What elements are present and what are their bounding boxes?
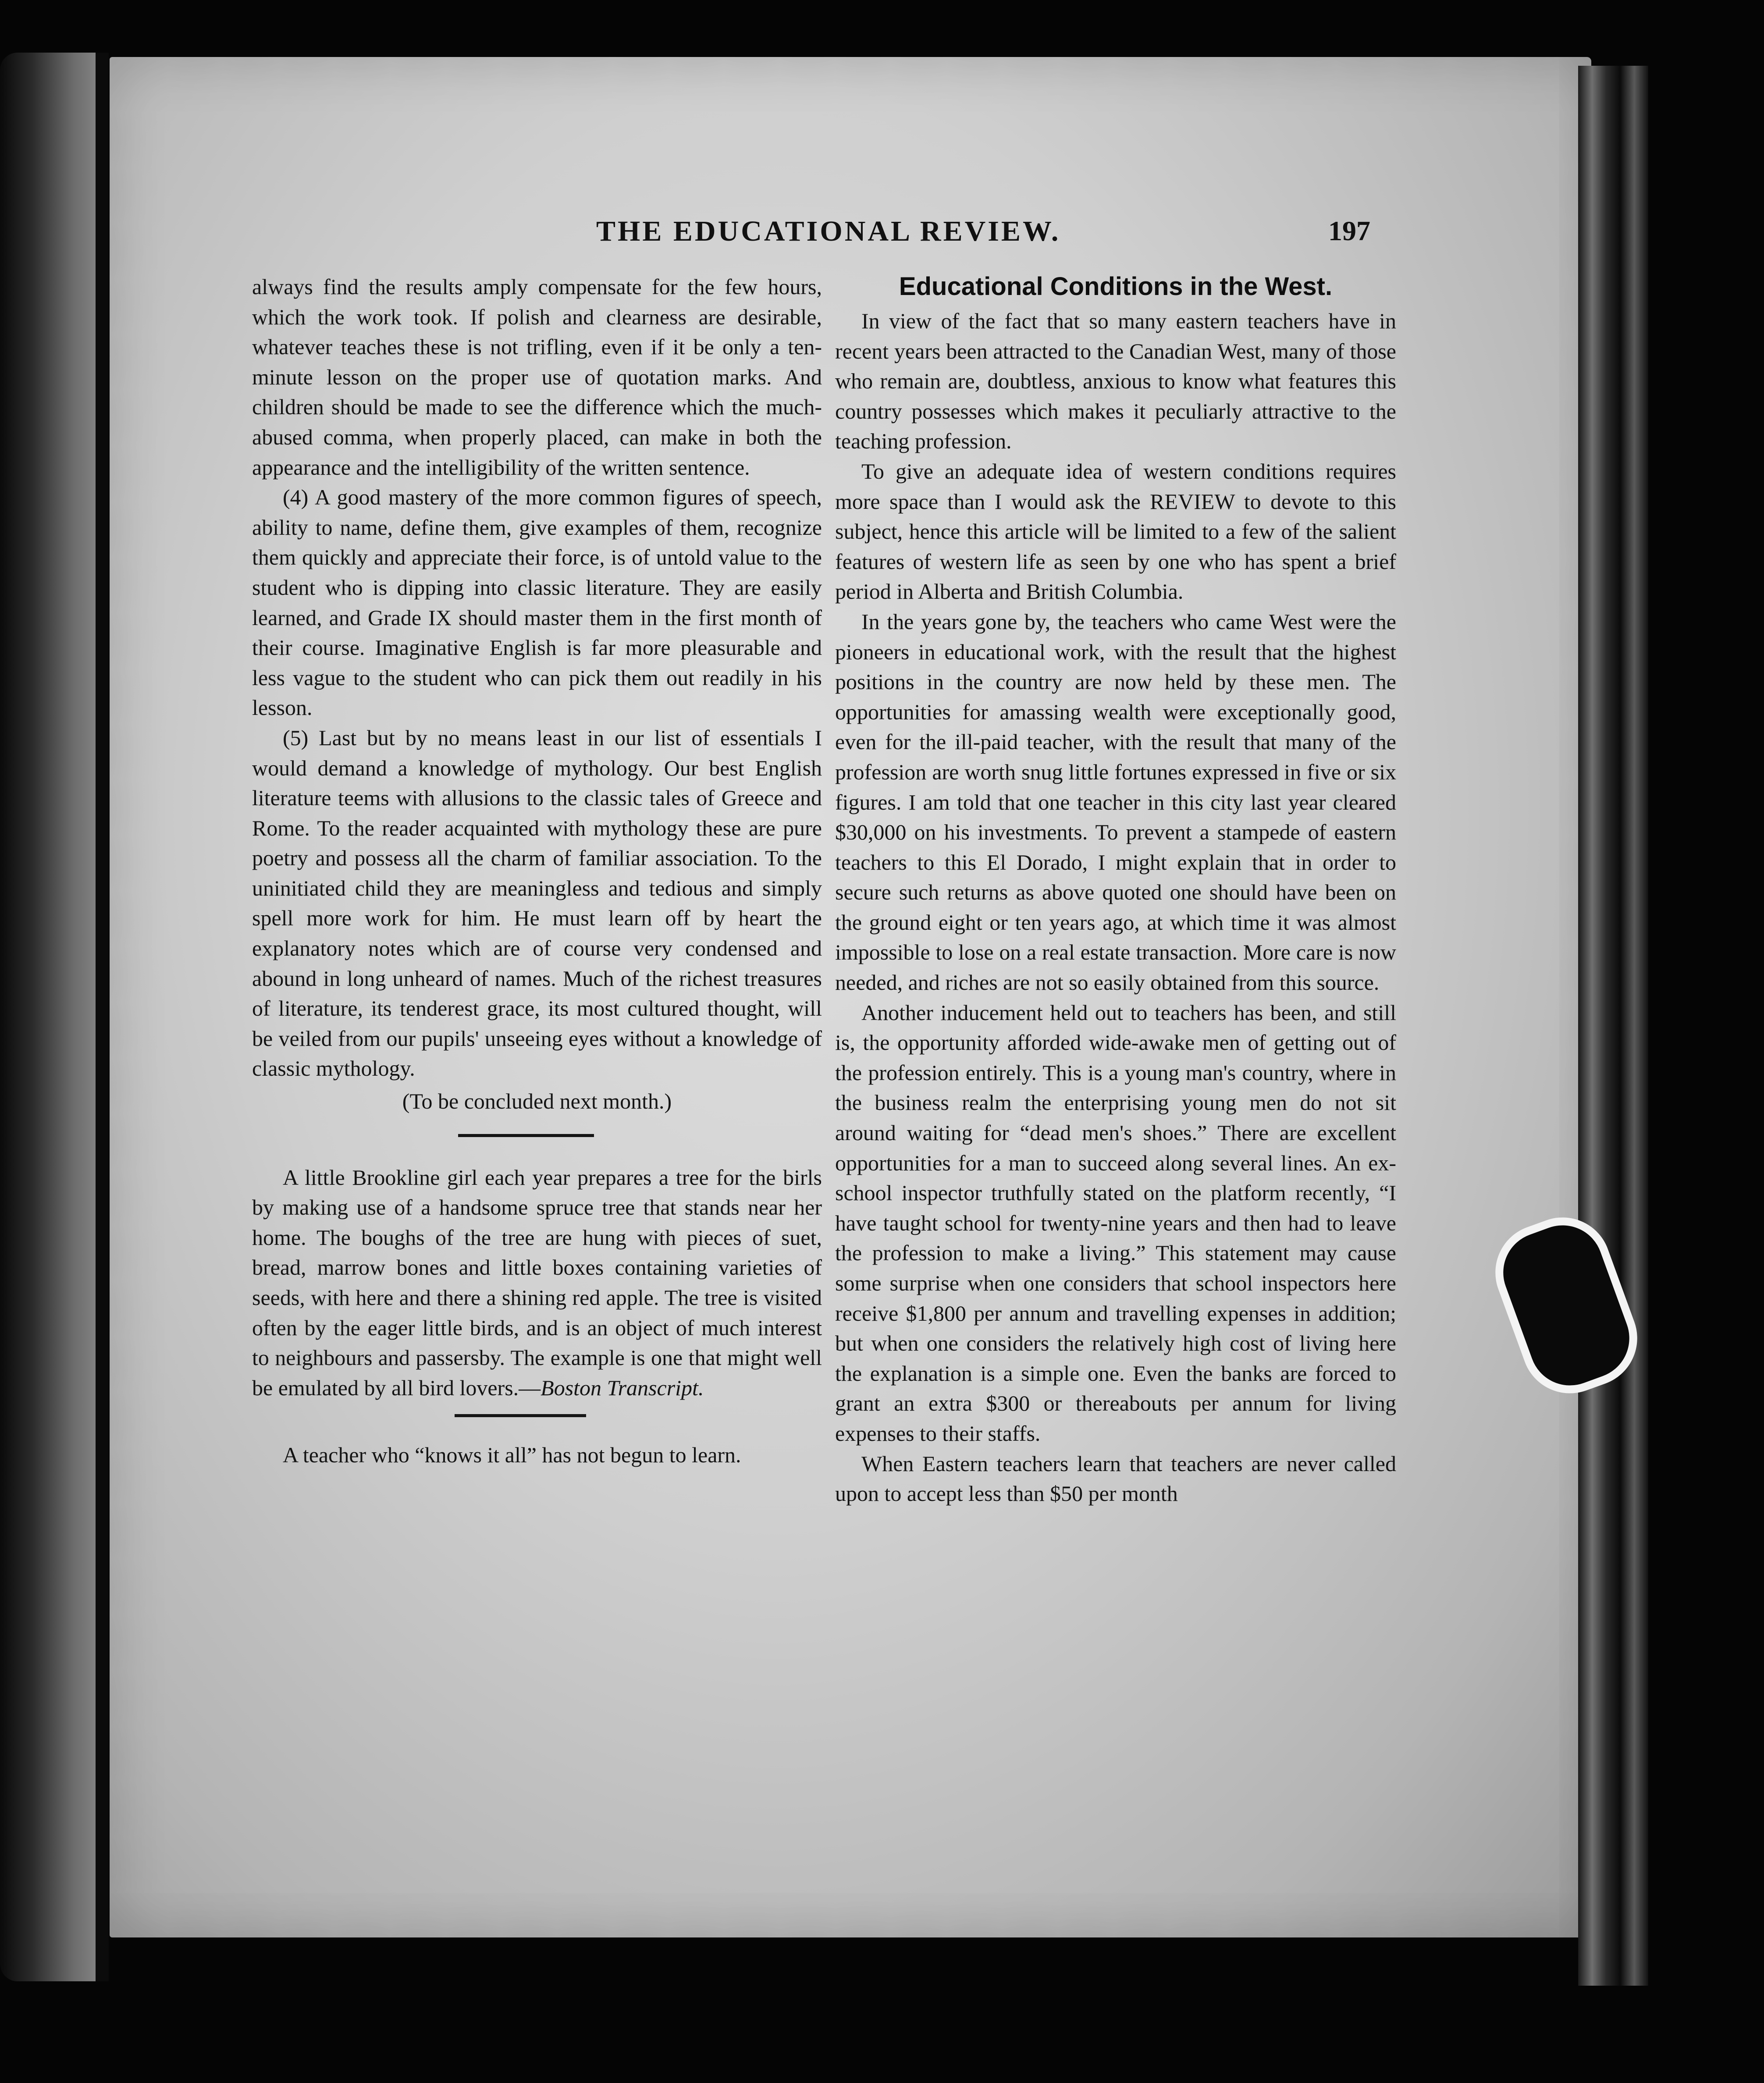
paragraph: When Eastern teachers learn that teachers are never called upon to accept less than $50 per month xyxy=(835,1451,1396,1506)
page-number: 197 xyxy=(1328,215,1370,246)
news-note-source: Boston Transcript. xyxy=(541,1375,704,1400)
paragraph: To give an adequate idea of western conditions requires more space than I would ask the REVIEW to devote to this subject, hence this article will be limited to a few of the salient features of western life as seen by one who has spent a brief period in Alberta and British Columbia. xyxy=(835,459,1396,604)
section-divider xyxy=(458,1134,594,1137)
news-note-text: A little Brookline girl each year prepares a tree for the birls by making use of a handsome spruce tree that stands near her home. The boughs of the tree are hung with pieces of suet, bread, marrow bones and little boxes containing varieties of seeds, with here and there a shining red apple. The tree is visited often by the eager little birds, and is an object of much interest to neighbours and passersby. The example is one that might well be emulated by all bird lovers.— xyxy=(252,1165,822,1400)
article-title: Educational Conditions in the West. xyxy=(899,272,1333,301)
paragraph: In view of the fact that so many eastern teachers have in recent years been attracted to the Canadian West, many of those who remain are, doubtless, anxious to know what features this country possesses which makes it peculiarly attractive to the teaching profession. xyxy=(835,309,1396,454)
paragraph: In the years gone by, the teachers who came West were the pioneers in educational work, with the result that the highest positions in the country are now held by these men. The opportunities for amassing wealth were exceptionally good, even for the ill-paid teacher, with the result that many of the profession are worth snug little fortunes expressed in five or six figures. I am told that one teacher in this city last year cleared $30,000 on his investments. To prevent a stampede of eastern teachers to this El Dorado, I might explain that in order to secure such returns as above quoted one should have been on the ground eight or ten years ago, at which time it was almost impossible to lose on a real estate transaction. More care is now needed, and riches are not so easily obtained from this source. xyxy=(835,609,1396,995)
book-gutter xyxy=(96,53,109,1981)
page-stack-edge xyxy=(1578,66,1648,1986)
paragraph: always find the results amply compensate for the few hours, which the work took. If polish and clearness are desirable, whatever teaches these is not trifling, even if it be only a ten-minute lesson on the proper use of quotation marks. And children should be made to see the difference which the much-abused comma, when properly placed, can make in both the appearance and the intelligibility of the written sentence. xyxy=(252,274,822,480)
paragraph: Another inducement held out to teachers has been, and still is, the opportunity afforded wide-awake men of getting out of the profession entirely. This is a young man's country, where in the business realm the enterprising young men do not sit around waiting for “dead men's shoes.” There are excellent opportunities for a man to succeed along several lines. An ex-school inspector truthfully stated on the platform recently, “I have taught school for twenty-nine years and then had to leave the profession to make a living.” This statement may cause some surprise when one considers that school inspectors here receive $1,800 per annum and travelling expenses in addition; but when one considers the relatively high cost of living here the explanation is a simple one. Even the banks are forced to grant an extra $300 or thereabouts per annum for living expenses to their staffs. xyxy=(835,1000,1396,1446)
news-note xyxy=(252,1162,822,1403)
adjacent-page-edge xyxy=(0,53,105,1981)
news-note: A teacher who “knows it all” has not begun to learn. xyxy=(283,1443,741,1468)
paragraph: (4) A good mastery of the more common figures of speech, ability to name, define them, give examples of them, recognize them quickly and appreciate their force, is of untold value to the student who is dipping into classic literature. They are easily learned, and Grade IX should master them in the first month of their course. Imaginative English is far more pleasurable and less vague to the student who can pick them out readily in his lesson. xyxy=(252,485,822,720)
section-divider xyxy=(455,1414,586,1417)
continued-note: (To be concluded next month.) xyxy=(402,1089,672,1114)
left-column xyxy=(252,272,822,1470)
running-head xyxy=(110,215,1591,254)
right-column xyxy=(835,272,1396,1509)
journal-title: THE EDUCATIONAL REVIEW. xyxy=(596,215,1061,247)
paragraph: (5) Last but by no means least in our list of essentials I would demand a knowledge of mythology. Our best English literature teems with allusions to the classic tales of Greece and Rome. To the reader acquainted with mythology these are pure poetry and possess all the charm of familiar association. To the uninitiated child they are meaningless and tedious and simply spell more work for him. He must learn off by heart the explanatory notes which are of course very condensed and abound in long unheard of names. Much of the richest treasures of literature, its tenderest grace, its most cultured thought, will be veiled from our pupils' unseeing eyes without a knowledge of classic mythology. xyxy=(252,725,822,1081)
